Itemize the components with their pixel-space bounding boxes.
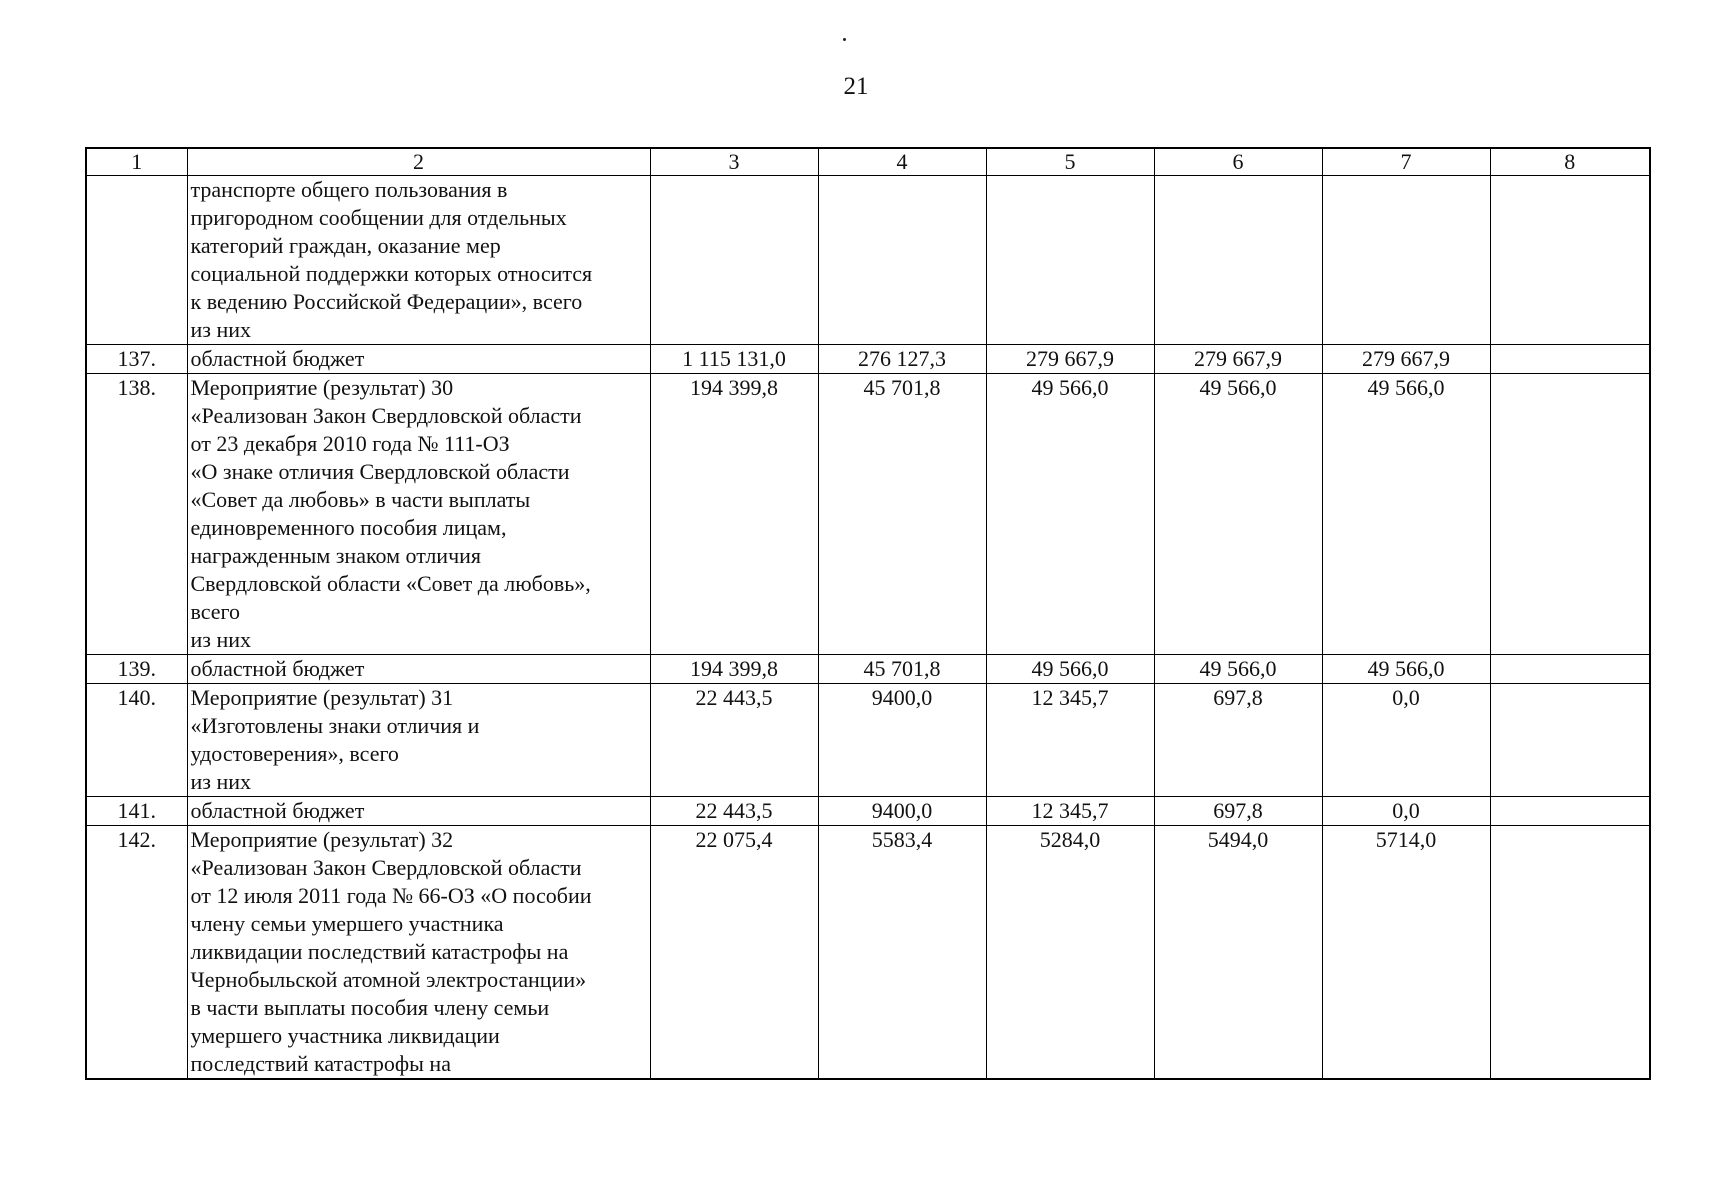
description-line: награжденным знаком отличия: [190, 543, 482, 568]
value-cell-col-3: 22 075,4: [650, 826, 818, 1080]
column-header: 8: [1490, 148, 1650, 176]
description-line: «Реализован Закон Свердловской области: [190, 403, 582, 428]
value-cell-col-5: 49 566,0: [986, 655, 1154, 684]
column-header: 2: [187, 148, 650, 176]
description-line: областной бюджет: [190, 798, 365, 823]
budget-table: [85, 147, 1651, 1080]
value-cell-col-7: [1322, 176, 1490, 345]
row-number: 140.: [86, 684, 187, 797]
description-line: к ведению Российской Федерации», всего: [190, 289, 583, 314]
description-line: «О знаке отличия Свердловской области: [190, 459, 570, 484]
description-line: Мероприятие (результат) 30: [190, 375, 454, 400]
value-cell-col-3: 22 443,5: [650, 684, 818, 797]
value-cell-col-5: 279 667,9: [986, 345, 1154, 374]
value-cell-col-4: 9400,0: [818, 684, 986, 797]
value-cell-col-8: [1490, 797, 1650, 826]
column-header: 1: [86, 148, 187, 176]
value-cell-col-8: [1490, 374, 1650, 655]
table-row: [86, 374, 1650, 655]
value-cell-col-8: [1490, 655, 1650, 684]
value-cell-col-3: 194 399,8: [650, 655, 818, 684]
value-cell-col-7: 5714,0: [1322, 826, 1490, 1080]
value-cell-col-6: 5494,0: [1154, 826, 1322, 1080]
value-cell-col-6: 697,8: [1154, 684, 1322, 797]
value-cell-col-4: 9400,0: [818, 797, 986, 826]
column-header: 7: [1322, 148, 1490, 176]
row-number: 142.: [86, 826, 187, 1080]
description-line: в части выплаты пособия члену семьи: [190, 995, 550, 1020]
value-cell-col-3: 1 115 131,0: [650, 345, 818, 374]
row-number: [86, 176, 187, 345]
value-cell-col-5: [986, 176, 1154, 345]
description-line: умершего участника ликвидации: [190, 1023, 500, 1048]
description-line: транспорте общего пользования в: [190, 177, 508, 202]
description-line: удостоверения», всего: [190, 741, 399, 766]
value-cell-col-6: 279 667,9: [1154, 345, 1322, 374]
description-line: Свердловской области «Совет да любовь»,: [190, 571, 591, 596]
value-cell-col-3: [650, 176, 818, 345]
description-line: социальной поддержки которых относится: [190, 261, 593, 286]
description-line: единовременного пособия лицам,: [190, 515, 507, 540]
table-header-row: [86, 148, 1650, 176]
value-cell-col-3: 194 399,8: [650, 374, 818, 655]
value-cell-col-6: 49 566,0: [1154, 374, 1322, 655]
description-line: из них: [190, 627, 252, 652]
row-description: [187, 345, 650, 374]
value-cell-col-6: [1154, 176, 1322, 345]
description-line: последствий катастрофы на: [190, 1051, 451, 1076]
table-row: [86, 797, 1650, 826]
row-description: [187, 374, 650, 655]
description-line: от 23 декабря 2010 года № 111-ОЗ: [190, 431, 510, 456]
description-line: Мероприятие (результат) 32: [190, 827, 454, 852]
value-cell-col-8: [1490, 684, 1650, 797]
table-row: [86, 345, 1650, 374]
column-header: 5: [986, 148, 1154, 176]
column-header: 4: [818, 148, 986, 176]
description-line: пригородном сообщении для отдельных: [190, 205, 567, 230]
description-line: от 12 июля 2011 года № 66-ОЗ «О пособии: [190, 883, 592, 908]
description-line: областной бюджет: [190, 346, 365, 371]
value-cell-col-5: 5284,0: [986, 826, 1154, 1080]
value-cell-col-4: 276 127,3: [818, 345, 986, 374]
table-row: [86, 826, 1650, 1080]
description-line: члену семьи умершего участника: [190, 911, 504, 936]
table-row: [86, 655, 1650, 684]
row-number: 138.: [86, 374, 187, 655]
value-cell-col-7: 49 566,0: [1322, 374, 1490, 655]
description-line: «Реализован Закон Свердловской области: [190, 855, 582, 880]
value-cell-col-7: 279 667,9: [1322, 345, 1490, 374]
row-description: [187, 826, 650, 1080]
description-line: областной бюджет: [190, 656, 365, 681]
value-cell-col-4: 45 701,8: [818, 655, 986, 684]
description-line: Мероприятие (результат) 31: [190, 685, 454, 710]
value-cell-col-7: 0,0: [1322, 684, 1490, 797]
value-cell-col-4: 5583,4: [818, 826, 986, 1080]
table-row: [86, 684, 1650, 797]
row-description: [187, 176, 650, 345]
description-line: из них: [190, 317, 252, 342]
table-row: [86, 176, 1650, 345]
description-line: из них: [190, 769, 252, 794]
value-cell-col-4: 45 701,8: [818, 374, 986, 655]
row-number: 139.: [86, 655, 187, 684]
value-cell-col-8: [1490, 176, 1650, 345]
column-header: 3: [650, 148, 818, 176]
value-cell-col-4: [818, 176, 986, 345]
row-description: [187, 684, 650, 797]
value-cell-col-5: 12 345,7: [986, 797, 1154, 826]
column-header: 6: [1154, 148, 1322, 176]
description-line: Чернобыльской атомной электростанции»: [190, 967, 587, 992]
value-cell-col-5: 12 345,7: [986, 684, 1154, 797]
description-line: всего: [190, 599, 241, 624]
value-cell-col-3: 22 443,5: [650, 797, 818, 826]
row-number: 137.: [86, 345, 187, 374]
value-cell-col-6: 49 566,0: [1154, 655, 1322, 684]
page-number: 21: [843, 73, 869, 100]
description-line: «Изготовлены знаки отличия и: [190, 713, 480, 738]
description-line: «Совет да любовь» в части выплаты: [190, 487, 531, 512]
value-cell-col-6: 697,8: [1154, 797, 1322, 826]
value-cell-col-5: 49 566,0: [986, 374, 1154, 655]
row-description: [187, 797, 650, 826]
table-body: [86, 176, 1650, 1080]
value-cell-col-7: 49 566,0: [1322, 655, 1490, 684]
page-dot: [843, 38, 846, 41]
row-description: [187, 655, 650, 684]
description-line: ликвидации последствий катастрофы на: [190, 939, 569, 964]
value-cell-col-7: 0,0: [1322, 797, 1490, 826]
value-cell-col-8: [1490, 826, 1650, 1080]
row-number: 141.: [86, 797, 187, 826]
description-line: категорий граждан, оказание мер: [190, 233, 501, 258]
value-cell-col-8: [1490, 345, 1650, 374]
